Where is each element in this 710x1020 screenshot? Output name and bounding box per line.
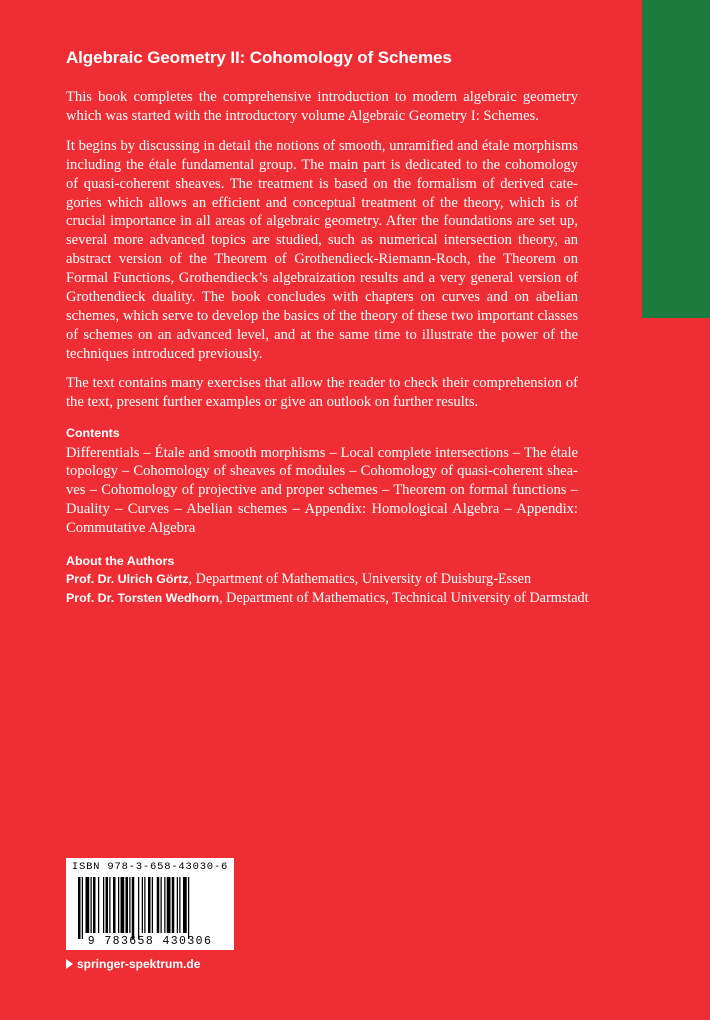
isbn-label: ISBN 978-3-658-43030-6 — [71, 861, 229, 873]
barcode-bar — [152, 877, 153, 933]
barcode-bar — [142, 877, 143, 933]
barcode — [76, 877, 228, 941]
ean-digits: 9 783658 430306 — [87, 935, 213, 948]
arrow-right-icon — [66, 959, 73, 969]
barcode-bar — [113, 877, 116, 933]
barcode-bar — [148, 877, 151, 933]
barcode-bar — [91, 877, 92, 933]
barcode-bar — [167, 877, 171, 933]
barcode-bar — [177, 877, 178, 933]
barcode-bar — [183, 877, 187, 933]
back-cover-text — [66, 46, 589, 607]
barcode-bar — [172, 877, 175, 933]
barcode-box — [66, 858, 234, 950]
barcode-bar — [98, 877, 99, 933]
contents-text: Differentials – Étale and smooth morphisms – Local complete intersections – The étale topology – Cohomology of sheaves of modules – Cohomology of quasi-coherent sheaves – Cohomology of projective and proper schemes – Theorem on formal functions – Duality – Curves – Abelian schemes – Appendix: Homological Algebra – Appendix: Commutative Algebra — [66, 444, 578, 537]
barcode-bar — [82, 877, 83, 939]
barcode-bar — [121, 877, 125, 933]
website-text: springer-spektrum.de — [77, 957, 201, 971]
contents-heading: Contents — [66, 425, 120, 440]
green-color-tab — [642, 0, 710, 318]
barcode-bar — [93, 877, 96, 933]
barcode-bar — [109, 877, 110, 933]
author-name: Prof. Dr. Torsten Wedhorn — [66, 590, 220, 605]
barcode-bar — [179, 877, 180, 933]
website-link[interactable] — [66, 957, 200, 971]
barcode-bar — [161, 877, 162, 933]
description-paragraph-3: The text contains many exercises that allow the reader to check their comprehension of the text, present further examples or give an outlook on further results. — [66, 374, 578, 410]
barcode-bar — [144, 877, 145, 933]
barcode-bar — [103, 877, 104, 933]
barcode-bar — [118, 877, 119, 933]
author-affiliation: , Department of Mathematics, Technical University of Darmstadt — [219, 589, 589, 606]
barcode-bar — [188, 877, 189, 939]
book-title: Algebraic Geometry II: Cohomology of Schemes — [66, 48, 452, 67]
barcode-bar — [126, 877, 129, 933]
barcode-bar — [138, 877, 139, 939]
barcode-bar — [157, 877, 160, 933]
barcode-bar — [129, 877, 130, 933]
about-authors-heading: About the Authors — [66, 554, 175, 569]
author-line-1 — [66, 570, 578, 589]
description-paragraph-2: It begins by discussing in detail the notions of smooth, unramified and étale morphisms including the étale fundamental group. The main part is dedicated to the cohomology of quasi-coherent sheaves. The treatment is based on the formalism of derived categories which allows an efficient and conceptual treatment of the theory, which is of crucial importance in all areas of algebraic geometry. After the foundations are set up, several more advanced topics are studied, such as numerical intersection theory, an abstract version of the Theorem of Grothendieck-Riemann-Roch, the Theorem on Formal Functions, Grothendieck’s algebraization results and a very general version of Grothendieck duality. The book concludes with chapters on curves and on abelian schemes, which serve to develop the basics of the theory of these two important classes of schemes on an advanced level, and at the same time to illustrate the power of the techniques introduced previously. — [66, 137, 578, 362]
author-name: Prof. Dr. Ulrich Görtz — [66, 572, 189, 587]
barcode-bar — [78, 877, 81, 939]
description-paragraph-1: This book completes the comprehensive introduction to modern algebraic geometry which was started with the introductory volume Algebraic Geometry I: Schemes. — [66, 89, 578, 124]
barcode-bar — [86, 877, 90, 933]
author-affiliation: , Department of Mathematics, University of Duisburg-Essen — [188, 571, 532, 588]
barcode-bar — [106, 877, 109, 933]
author-line-2 — [66, 589, 589, 608]
barcode-bar — [164, 877, 165, 933]
barcode-bar — [132, 877, 135, 939]
